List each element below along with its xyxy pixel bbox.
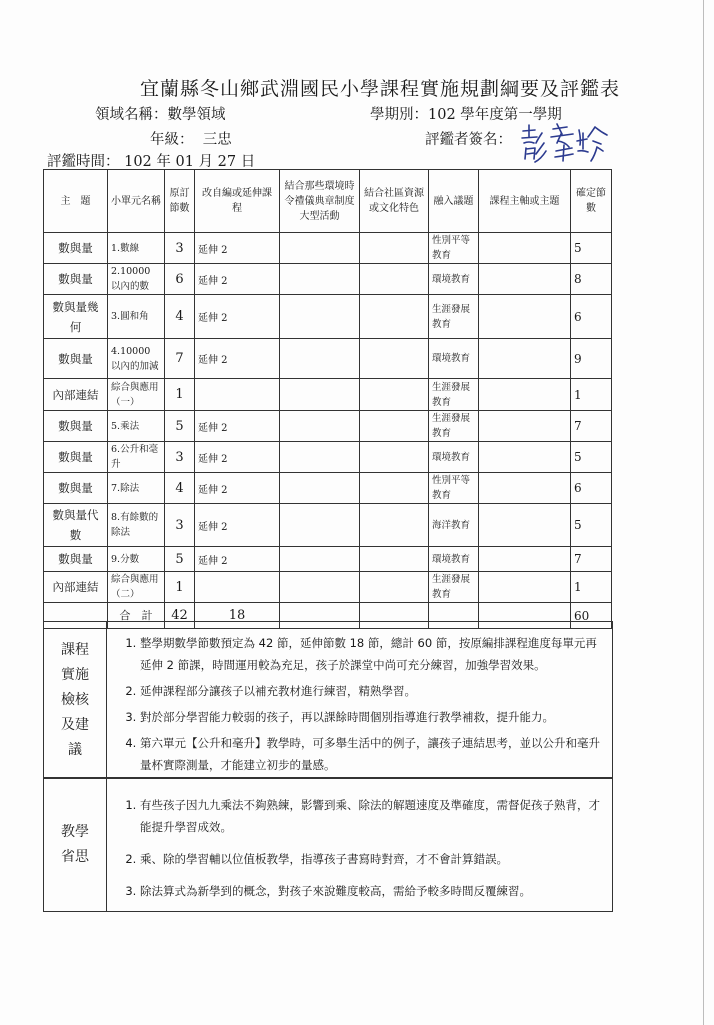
total-label: 合 計: [108, 603, 165, 629]
community-cell: [360, 504, 429, 547]
table-header-row: [44, 170, 612, 233]
theme-cell: [479, 339, 571, 379]
community-cell: [360, 411, 429, 442]
unit-cell: 1.數線: [108, 233, 165, 264]
header-topic: 主 題: [44, 170, 108, 233]
extension-cell: 延伸 2: [195, 442, 280, 473]
section2-label: 教學省思: [44, 778, 107, 911]
topic-cell: 內部連結: [44, 379, 108, 411]
evaluator-signature: [517, 121, 613, 165]
confirmed-cell: 7: [571, 411, 612, 442]
planned-cell: 3: [165, 233, 195, 264]
issue-cell: 環境教育: [429, 547, 479, 572]
activities-cell: [280, 504, 360, 547]
confirmed-cell: 1: [571, 572, 612, 603]
extension-cell: [195, 572, 280, 603]
eval-time-value: 102 年 01 月 27 日: [124, 154, 256, 170]
form-title: 宜蘭縣冬山鄉武淵國民小學課程實施規劃綱要及評鑑表: [139, 78, 620, 100]
theme-cell: [479, 411, 571, 442]
activities-cell: [280, 442, 360, 473]
domain-label: 領域名稱：: [95, 107, 168, 123]
activities-cell: [280, 572, 360, 603]
total-confirmed: 60: [571, 603, 612, 629]
theme-cell: [479, 379, 571, 411]
issue-cell: 生涯發展教育: [429, 572, 479, 603]
unit-cell: 綜合與應用（二）: [108, 572, 165, 603]
extension-cell: 延伸 2: [195, 473, 280, 504]
activities-cell: [280, 473, 360, 504]
table-row: [44, 572, 612, 603]
term-label: 學期別：: [370, 107, 428, 123]
planned-cell: 5: [165, 547, 195, 572]
eval-time-label: 評鑑時間：: [47, 154, 120, 170]
community-cell: [360, 442, 429, 473]
planned-cell: 1: [165, 379, 195, 411]
extension-cell: 延伸 2: [195, 295, 280, 339]
total-extension: 18: [195, 603, 280, 629]
confirmed-cell: 9: [571, 339, 612, 379]
domain-value: 數學領域: [167, 107, 226, 123]
community-cell: [360, 379, 429, 411]
activities-cell: [280, 264, 360, 295]
term-value: 102 學年度第一學期: [428, 107, 562, 123]
unit-cell: 5.乘法: [108, 411, 165, 442]
activities-cell: [280, 411, 360, 442]
unit-cell: 4.10000 以內的加減: [108, 339, 165, 379]
issue-cell: 性別平等教育: [429, 473, 479, 504]
table-row: [44, 264, 612, 295]
table-row: [44, 442, 612, 473]
unit-cell: 7.除法: [108, 473, 165, 504]
section1-label: 課程實施檢核及建議: [44, 622, 107, 778]
confirmed-cell: 6: [571, 473, 612, 504]
theme-cell: [479, 233, 571, 264]
community-cell: [360, 547, 429, 572]
confirmed-cell: 5: [571, 233, 612, 264]
issue-cell: 環境教育: [429, 442, 479, 473]
community-cell: [360, 233, 429, 264]
topic-cell: 數與量代數: [44, 504, 108, 547]
confirmed-cell: 1: [571, 379, 612, 411]
table-row: [44, 473, 612, 504]
list-item: 4. 第六單元【公升和毫升】教學時，可多舉生活中的例子，讓孩子連結思考，並以公升和毫升量杯實際測量，才能建立初步的量感。: [140, 732, 606, 776]
topic-cell: 數與量: [44, 473, 108, 504]
topic-cell: 數與量: [44, 264, 108, 295]
table-row: [44, 547, 612, 572]
issue-cell: 生涯發展教育: [429, 379, 479, 411]
planned-cell: 4: [165, 295, 195, 339]
theme-cell: [479, 295, 571, 339]
community-cell: [360, 473, 429, 504]
activities-cell: [280, 379, 360, 411]
theme-cell: [479, 473, 571, 504]
list-item: 3. 除法算式為新學到的概念，對孩子來說難度較高，需給予較多時間反覆練習。: [140, 880, 606, 902]
unit-cell: 2.10000 以內的數: [108, 264, 165, 295]
eval-time-field: [47, 150, 255, 171]
issue-cell: 性別平等教育: [429, 233, 479, 264]
unit-cell: 綜合與應用（一）: [108, 379, 165, 411]
issue-cell: 生涯發展教育: [429, 411, 479, 442]
header-unit: 小單元名稱: [108, 170, 165, 233]
header-activities: 結合那些環境時令禮儀典章制度大型活動: [280, 170, 360, 233]
list-item: 3. 對於部分學習能力較弱的孩子，再以課餘時間個別指導進行教學補救，提升能力。: [140, 706, 606, 728]
list-item: 1. 有些孩子因九九乘法不夠熟練，影響到乘、除法的解題速度及準確度，需督促孩子熟背，才能提升學習成效。: [140, 794, 606, 838]
issue-cell: 海洋教育: [429, 504, 479, 547]
table-row: [44, 504, 612, 547]
header-extension: 改自編或延伸課程: [195, 170, 280, 233]
confirmed-cell: 7: [571, 547, 612, 572]
evaluator-field: [425, 128, 512, 149]
grade-value: 三忠: [202, 132, 232, 148]
unit-cell: 3.圓和角: [108, 295, 165, 339]
extension-cell: [195, 379, 280, 411]
section-implementation-review: [43, 621, 613, 779]
theme-cell: [479, 504, 571, 547]
community-cell: [360, 295, 429, 339]
header-theme: 課程主軸或主題: [479, 170, 571, 233]
topic-cell: 數與量: [44, 411, 108, 442]
confirmed-cell: 5: [571, 504, 612, 547]
topic-cell: 數與量: [44, 442, 108, 473]
header-planned: 原訂節數: [165, 170, 195, 233]
planned-cell: 1: [165, 572, 195, 603]
extension-cell: 延伸 2: [195, 339, 280, 379]
unit-cell: 9.分數: [108, 547, 165, 572]
list-item: 2. 延伸課程部分讓孩子以補充教材進行練習，精熟學習。: [140, 680, 606, 702]
theme-cell: [479, 442, 571, 473]
grade-field: [150, 128, 232, 149]
list-item: 2. 乘、除的學習輔以位值板教學，指導孩子書寫時對齊，才不會計算錯誤。: [140, 848, 606, 870]
extension-cell: 延伸 2: [195, 264, 280, 295]
section-teaching-reflection: [43, 777, 613, 912]
planned-cell: 3: [165, 504, 195, 547]
section2-body: [114, 794, 606, 912]
unit-cell: 8.有餘數的除法: [108, 504, 165, 547]
topic-cell: 內部連結: [44, 572, 108, 603]
planned-cell: 4: [165, 473, 195, 504]
planned-cell: 5: [165, 411, 195, 442]
table-row: [44, 339, 612, 379]
unit-cell: 6.公升和毫升: [108, 442, 165, 473]
table-row: [44, 295, 612, 339]
curriculum-table: [43, 169, 612, 629]
topic-cell: 數與量: [44, 233, 108, 264]
table-row: [44, 411, 612, 442]
extension-cell: 延伸 2: [195, 411, 280, 442]
issue-cell: 環境教育: [429, 264, 479, 295]
list-item: 1. 整學期數學節數預定為 42 節，延伸節數 18 節，總計 60 節，按原編排課程進度每單元再延伸 2 節課，時間運用較為充足，孩子於課堂中尚可充分練習，加強學習效果。: [140, 632, 606, 676]
table-row: [44, 379, 612, 411]
extension-cell: 延伸 2: [195, 233, 280, 264]
activities-cell: [280, 547, 360, 572]
community-cell: [360, 264, 429, 295]
planned-cell: 3: [165, 442, 195, 473]
issue-cell: 生涯發展教育: [429, 295, 479, 339]
theme-cell: [479, 572, 571, 603]
domain-field: [95, 103, 226, 124]
extension-cell: 延伸 2: [195, 547, 280, 572]
header-issues: 融入議題: [429, 170, 479, 233]
theme-cell: [479, 547, 571, 572]
page-edge-line: [703, 0, 704, 1025]
evaluator-label: 評鑑者簽名：: [425, 132, 512, 148]
activities-cell: [280, 233, 360, 264]
grade-label: 年級：: [150, 132, 194, 148]
topic-cell: 數與量: [44, 339, 108, 379]
community-cell: [360, 572, 429, 603]
header-community: 結合社區資源或文化特色: [360, 170, 429, 233]
extension-cell: 延伸 2: [195, 504, 280, 547]
confirmed-cell: 5: [571, 442, 612, 473]
total-planned: 42: [165, 603, 195, 629]
topic-cell: 數與量: [44, 547, 108, 572]
planned-cell: 6: [165, 264, 195, 295]
confirmed-cell: 6: [571, 295, 612, 339]
confirmed-cell: 8: [571, 264, 612, 295]
header-confirmed: 確定節數: [571, 170, 612, 233]
planned-cell: 7: [165, 339, 195, 379]
community-cell: [360, 339, 429, 379]
activities-cell: [280, 339, 360, 379]
theme-cell: [479, 264, 571, 295]
section1-body: [114, 632, 606, 780]
table-row: [44, 233, 612, 264]
issue-cell: 環境教育: [429, 339, 479, 379]
activities-cell: [280, 295, 360, 339]
topic-cell: 數與量幾何: [44, 295, 108, 339]
